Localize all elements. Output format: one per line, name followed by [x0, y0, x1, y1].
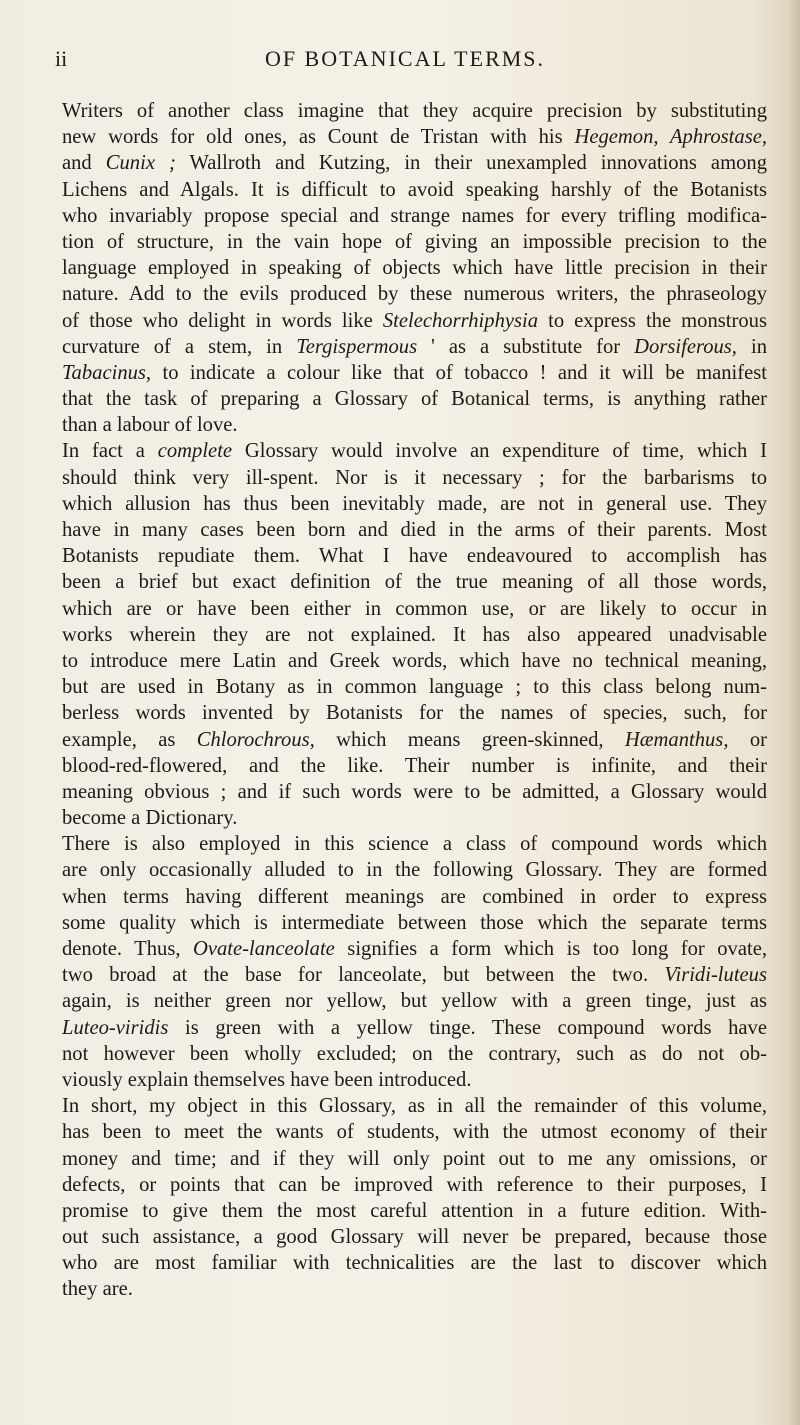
text-line [62, 753, 767, 779]
text-run: out such assistance, a good Glossary will never be prepared, because those [62, 1226, 767, 1249]
text-line [62, 857, 767, 883]
text-run: to indicate a colour like that of tobacco ! and it will be manifest [151, 361, 767, 384]
text-run: who are most familiar with technicalities are the last to discover which [62, 1252, 767, 1275]
text-line [62, 543, 767, 569]
text-run: language employed in speaking of objects which have little precision in their [62, 257, 767, 280]
text-run: that the task of preparing a Glossary of Botanical terms, is anything rather [62, 388, 767, 411]
text-run: defects, or points that can be improved with reference to their purposes, I [62, 1173, 767, 1196]
text-line [62, 229, 767, 255]
text-run: Lichens and Algals. It is difficult to avoid speaking harshly of the Botanists [62, 178, 767, 201]
text-line [62, 700, 767, 726]
text-line [62, 150, 767, 176]
text-line [62, 1276, 767, 1302]
text-line [62, 491, 767, 517]
italic-term: Hegemon, Aphrostase, [574, 126, 767, 149]
text-run: of those who delight in words like [62, 309, 383, 332]
text-line [62, 1041, 767, 1067]
text-run: signifies a form which is too long for ovate, [334, 938, 767, 960]
text-run: been a brief but exact definition of the true meaning of all those words, [62, 571, 767, 594]
text-run: In short, my object in this Glossary, as in all the remainder of this volume, [62, 1095, 767, 1118]
text-line [62, 386, 767, 412]
text-run: become a Dictionary. [62, 807, 238, 830]
text-run: who invariably propose special and strange names for every trifling modifica- [62, 204, 767, 227]
text-line [62, 962, 767, 988]
text-line [62, 308, 767, 334]
text-line [62, 674, 767, 700]
italic-term: complete [157, 440, 233, 463]
text-line [62, 465, 767, 491]
page-header [55, 46, 755, 76]
text-line [62, 281, 767, 307]
text-line [62, 884, 767, 910]
text-line [62, 1172, 767, 1198]
text-run: again, is neither green nor yellow, but yellow with a green tinge, just as [62, 990, 767, 1013]
text-line [62, 988, 767, 1014]
text-run: than a labour of love. [62, 414, 238, 437]
italic-term: Cunix ; [105, 152, 176, 175]
italic-term: Hæmanthus, [624, 728, 729, 751]
italic-term: Tergispermous [296, 335, 418, 358]
text-line [62, 203, 767, 229]
text-line [62, 412, 767, 438]
italic-term: Luteo-viridis [62, 1016, 169, 1039]
text-run: in [736, 335, 768, 358]
text-run: Writers of another class imagine that they acquire precision by substituting [62, 100, 767, 122]
text-run: which means green-skinned, [314, 728, 625, 751]
paragraph [62, 98, 767, 438]
paragraph [62, 831, 767, 1093]
text-run: not however been wholly excluded; on the contrary, such as do not ob- [62, 1042, 767, 1065]
text-run: have in many cases been born and died in the arms of their parents. Most [62, 519, 767, 541]
page-edge-shading [786, 0, 800, 1425]
text-line [62, 596, 767, 622]
text-line [62, 1224, 767, 1250]
text-run: example, as [62, 728, 197, 751]
text-run: to introduce mere Latin and Greek words, which have no technical meaning, [62, 649, 767, 672]
text-run: nature. Add to the evils produced by these numerous writers, the phraseology [62, 283, 767, 306]
body-text [62, 98, 767, 1303]
text-run: is green with a yellow tinge. These compound words have [168, 1016, 767, 1039]
text-line [62, 1119, 767, 1145]
text-line [62, 438, 767, 464]
text-line [62, 1250, 767, 1276]
text-line [62, 360, 767, 386]
text-line [62, 1093, 767, 1119]
italic-term: Ovate-lanceolate [193, 938, 335, 960]
paragraph [62, 438, 767, 831]
text-run: Botanists repudiate them. What I have endeavoured to accomplish has [62, 545, 767, 568]
text-line [62, 910, 767, 936]
text-run: In fact a [62, 440, 158, 463]
text-run: curvature of a stem, in [62, 335, 297, 358]
text-line [62, 779, 767, 805]
text-run: but are used in Botany as in common language ; to this class belong num- [62, 676, 767, 699]
italic-term: Stelechorrhiphysia [382, 309, 539, 332]
italic-term: Tabacinus, [62, 361, 152, 384]
text-run: berless words invented by Botanists for the names of species, such, for [62, 702, 767, 725]
text-run: which allusion has thus been inevitably made, are not in general use. They [62, 492, 767, 515]
text-line [62, 805, 767, 831]
italic-term: Chlorochrous, [196, 728, 315, 751]
text-line [62, 936, 767, 962]
paragraph [62, 1093, 767, 1303]
text-run: has been to meet the wants of students, with the utmost economy of their [62, 1121, 767, 1144]
text-line [62, 1067, 767, 1093]
text-run: promise to give them the most careful attention in a future edition. With- [62, 1199, 767, 1222]
text-run: and [62, 152, 106, 175]
text-line [62, 334, 767, 360]
text-run: they are. [62, 1278, 133, 1301]
text-line [62, 1198, 767, 1224]
text-run: some quality which is intermediate between those which the separate terms [62, 911, 767, 934]
text-run: works wherein they are not explained. It has also appeared unadvisable [62, 623, 767, 646]
page-number: ii [55, 46, 68, 71]
text-line [62, 98, 767, 124]
text-run: when terms having different meanings are combined in order to express [62, 885, 767, 908]
text-line [62, 648, 767, 674]
text-run: new words for old ones, as Count de Tristan with his [62, 126, 575, 149]
text-run: ' as a substitute for [417, 335, 635, 358]
text-line [62, 727, 767, 753]
text-run: viously explain themselves have been introduced. [62, 1068, 472, 1091]
text-run: are only occasionally alluded to in the following Glossary. They are formed [62, 859, 767, 882]
text-line [62, 569, 767, 595]
italic-term: Viridi-luteus [664, 964, 767, 987]
text-run: meaning obvious ; and if such words were to be admitted, a Glossary would [62, 780, 767, 803]
italic-term: Dorsiferous, [634, 335, 737, 358]
text-run: tion of structure, in the vain hope of giving an impossible precision to the [62, 230, 767, 253]
running-head: OF BOTANICAL TERMS. [264, 46, 546, 71]
text-line [62, 255, 767, 281]
text-run: should think very ill-spent. Nor is it necessary ; for the barbarisms to [62, 466, 767, 489]
text-line [62, 1015, 767, 1041]
text-line [62, 177, 767, 203]
text-run: to express the monstrous [538, 309, 767, 332]
text-line [62, 1146, 767, 1172]
text-run: denote. Thus, [62, 938, 193, 960]
text-run: or [728, 728, 767, 751]
text-line [62, 517, 767, 543]
text-run: two broad at the base for lanceolate, but between the two. [62, 964, 665, 987]
text-line [62, 831, 767, 857]
text-run: money and time; and if they will only point out to me any omissions, or [62, 1147, 767, 1170]
text-line [62, 622, 767, 648]
text-run: There is also employed in this science a class of compound words which [62, 833, 767, 856]
text-line [62, 124, 767, 150]
text-run: Glossary would involve an expenditure of time, which I [232, 440, 767, 463]
text-run: Wallroth and Kutzing, in their unexampled innovations among [175, 152, 767, 175]
text-run: which are or have been either in common use, or are likely to occur in [62, 597, 767, 620]
text-run: blood-red-flowered, and the like. Their number is infinite, and their [62, 754, 767, 777]
